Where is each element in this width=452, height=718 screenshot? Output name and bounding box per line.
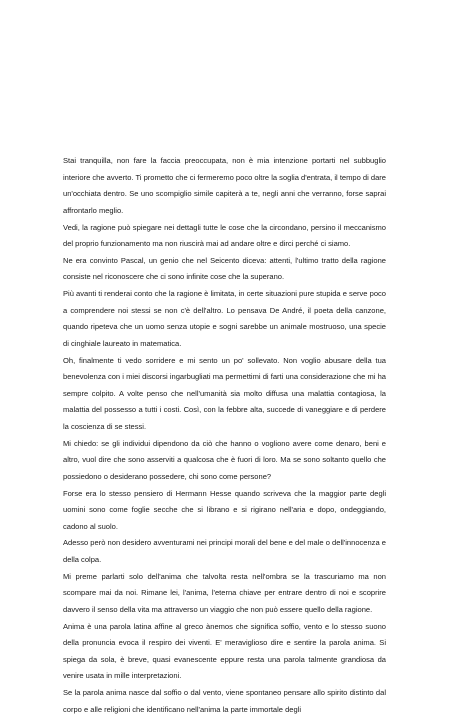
paragraph-8: Adesso però non desidero avventurami nei principi morali del bene e del male o dell'innocenza e della colpa.	[63, 538, 386, 564]
paragraph-1: Stai tranquilla, non fare la faccia preoccupata, non è mia intenzione portarti nel subbuglio interiore che avverto. Ti prometto che ci fermeremo poco oltre la soglia d'entrata, il tempo di dare un'occhiata dentro. Se uno scompiglio simile capiterà a te, negli anni che verranno, forse saprai affrontarlo meglio.	[63, 156, 386, 215]
body-text	[63, 153, 386, 718]
paragraph-11: Se la parola anima nasce dal soffio o dal vento, viene spontaneo pensare allo spirito distinto dal corpo e alle religioni che identificano nell'anima la parte immortale degli	[63, 688, 386, 714]
paragraph-2: Vedi, la ragione può spiegare nei dettagli tutte le cose che la circondano, persino il meccanismo del proprio funzionamento ma non riuscirà mai ad andare oltre e dirci perché ci siamo.	[63, 222, 386, 249]
paragraph-6: Mi chiedo: se gli individui dipendono da ciò che hanno o vogliono avere come denaro, beni e altro, vuol dire che sono asserviti a qualcosa che è fuori di loro. Ma se sono soltanto quello che possiedono o desiderano possedere, chi sono come persone?	[63, 438, 386, 481]
paragraph-5: Oh, finalmente ti vedo sorridere e mi sento un po' sollevato. Non voglio abusare della tua benevolenza con i miei discorsi ingarbugliati ma permettimi di farti una considerazione che mi ha sempre colpito. A volte penso che nell'umanità sia molto diffusa una malattia contagiosa, la malattia del possesso a tutti i costi. Così, con la febbre alta, succede di vaneggiare e di perdere la coscienza di se stessi.	[63, 355, 386, 431]
paragraph-4: Più avanti ti renderai conto che la ragione è limitata, in certe situazioni pure stupida e serve poco a comprendere noi stessi se non c'è dell'altro. Lo pensava De André, il poeta della canzone, quando ripeteva che un uomo senza utopie e sogni sarebbe un animale mostruoso, una specie di cinghiale laureato in matematica.	[63, 289, 386, 348]
paragraph-7: Forse era lo stesso pensiero di Hermann Hesse quando scriveva che la maggior parte degli uomini sono come foglie secche che si librano e si rigirano nell'aria e dopo, ondeggiando, cadono al suolo.	[63, 488, 386, 531]
paragraph-3: Ne era convinto Pascal, un genio che nel Seicento diceva: attenti, l'ultimo tratto della ragione consiste nel riconoscere che ci sono infinite cose che la superano.	[63, 255, 386, 282]
paragraph-9: Mi preme parlarti solo dell'anima che talvolta resta nell'ombra se la trascuriamo ma non scompare mai da noi. Rimane lei, l'anima, l'eterna chiave per entrare dentro di noi e scoprire davvero il senso della vita ma attraverso un viaggio che non può essere quello della ragione.	[63, 571, 386, 614]
paragraph-10: Anima è una parola latina affine al greco ànemos che significa soffio, vento e lo stesso suono della pronuncia evoca il respiro dei viventi. E' meraviglioso dire e sentire la parola anima. Si spiega da sola, è breve, quasi evanescente eppure resta una parola talmente grandiosa da venire usata in mille interpretazioni.	[63, 621, 386, 681]
